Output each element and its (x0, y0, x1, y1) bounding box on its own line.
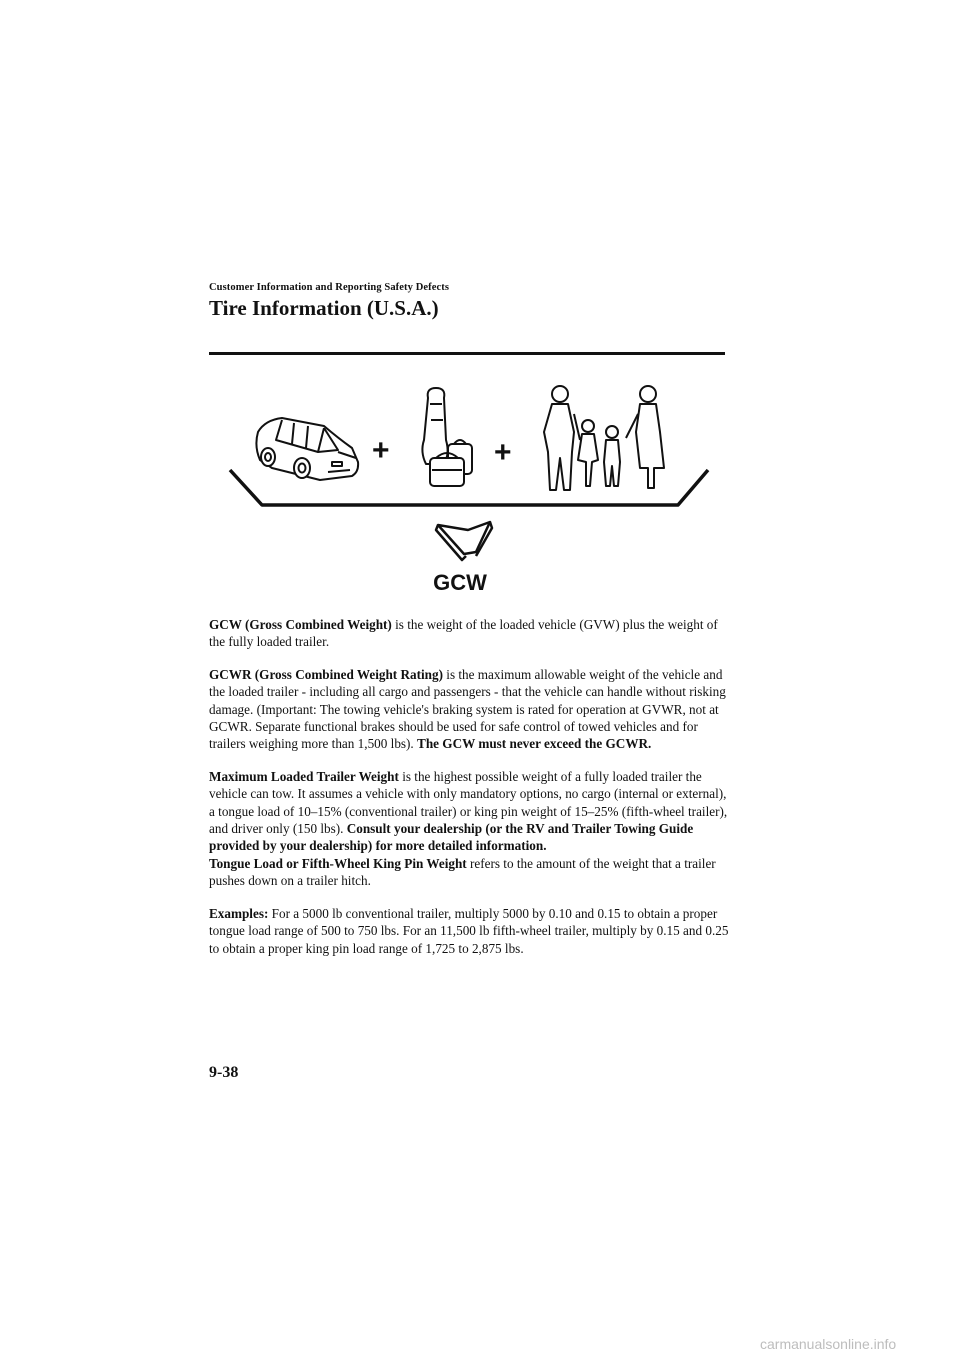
section-label: Customer Information and Reporting Safety Defects (209, 282, 450, 293)
paragraph-gcw (209, 616, 729, 651)
gcw-diagram (220, 380, 720, 605)
term-tongue-load: Tongue Load or Fifth-Wheel King Pin Weight (209, 855, 467, 871)
term-gcwr: GCWR (Gross Combined Weight Rating) (209, 666, 443, 682)
emphasis-gcwr: The GCW must never exceed the GCWR. (417, 736, 652, 752)
text-tongue-load: refers to the amount of the weight that a trailer pushes down on a trailer hitch. (209, 855, 716, 889)
text-gcw: is the weight of the loaded vehicle (GVW) plus the weight of the fully loaded trailer. (209, 617, 718, 650)
text-max-trailer-weight: is the highest possible weight of a fully loaded trailer the vehicle can tow. It assumes a vehicle with only mandatory options, no cargo (internal or external), a tongue load of 10–15% (conventional trailer) or king pin weight of 15–25% (fifth-wheel trailer), and driver only (150 lbs). (209, 768, 728, 837)
page-number: 9-38 (209, 1064, 239, 1081)
footer-watermark: carmanualsonline.info (760, 1336, 897, 1352)
plus-sign: + (494, 436, 512, 469)
gcw-figure (220, 380, 720, 605)
luggage-icon (422, 388, 472, 486)
body-text (209, 616, 729, 972)
text-examples: For a 5000 lb conventional trailer, multiply 5000 by 0.10 and 0.15 to obtain a proper tongue load range of 500 to 750 lbs. For an 11,500 lb fifth-wheel trailer, multiply by 0.15 and 0.25 to obtain a proper king pin load range of 1,725 to 2,875 lbs. (209, 905, 729, 956)
term-max-trailer-weight: Maximum Loaded Trailer Weight (209, 768, 399, 784)
family-icon (544, 386, 664, 490)
paragraph-gcwr (209, 666, 729, 753)
term-examples: Examples: (209, 905, 269, 921)
text-gcwr: is the maximum allowable weight of the vehicle and the loaded trailer - including all cargo and passengers - that the vehicle can handle without risking damage. (Important: The towing vehicle's braking system is rated for operation at GVWR, not at GCWR. Separate functional brakes should be used for safe control of towed vehicles and for trailers weighing more than 1,500 lbs). (209, 666, 726, 752)
paragraph-max-trailer-weight (209, 768, 729, 890)
car-icon (256, 418, 358, 480)
page-title: Tire Information (U.S.A.) (209, 296, 439, 320)
title-rule (209, 352, 725, 355)
paragraph-examples (209, 905, 729, 957)
plus-sign: + (372, 434, 390, 467)
term-gcw: GCW (Gross Combined Weight) (209, 617, 392, 632)
gcw-label: GCW (433, 570, 487, 595)
down-arrow-icon (436, 522, 492, 560)
emphasis-consult-dealership: Consult your dealership (or the RV and Trailer Towing Guide provided by your dealership) for more detailed information. (209, 821, 694, 854)
